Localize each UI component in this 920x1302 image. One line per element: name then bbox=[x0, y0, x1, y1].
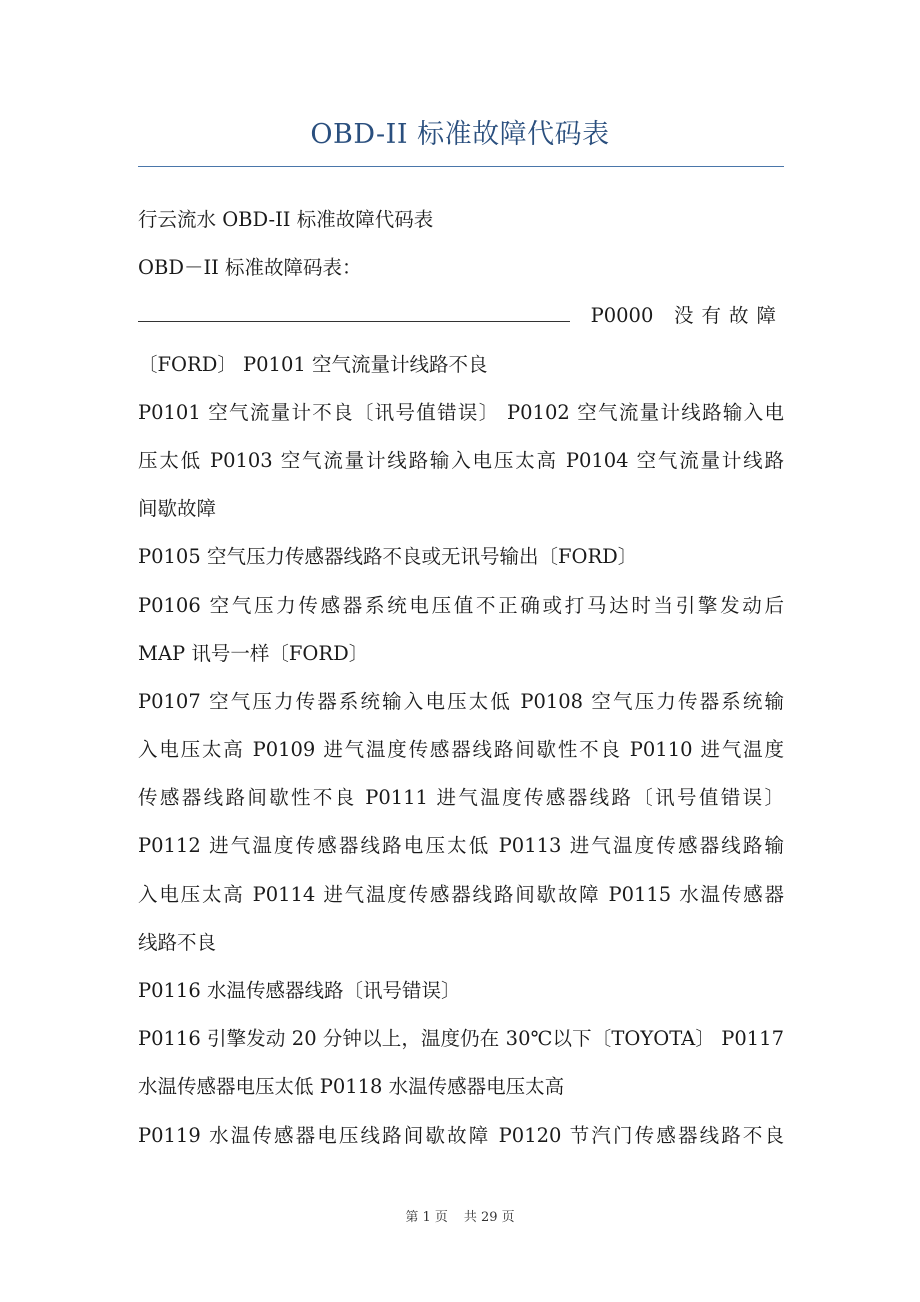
fault-description: 没有故障 bbox=[673, 304, 784, 328]
body-line: 入电压太高 P0109 进气温度传感器线路间歇性不良 P0110 进气温度 bbox=[138, 738, 784, 762]
document-title: OBD-II 标准故障代码表 bbox=[310, 119, 610, 150]
body-line: P0107 空气压力传器系统输入电压太低 P0108 空气压力传器系统输 bbox=[138, 689, 784, 713]
body-line: P0119 水温传感器电压线路间歇故障 P0120 节汽门传感器线路不良 bbox=[138, 1123, 784, 1147]
document-body bbox=[138, 196, 784, 1160]
body-line: 入电压太高 P0114 进气温度传感器线路间歇故障 P0115 水温传感器 bbox=[138, 882, 784, 906]
body-line: 传感器线路间歇性不良 P0111 进气温度传感器线路〔讯号值错误〕 bbox=[138, 786, 784, 810]
title-divider bbox=[138, 166, 784, 167]
body-line: 行云流水 OBD-II 标准故障代码表 bbox=[138, 208, 434, 231]
body-line: 间歇故障 bbox=[138, 497, 217, 521]
body-line: OBD－II 标准故障码表： bbox=[138, 256, 362, 280]
body-line: 〔FORD〕 P0101 空气流量计线路不良 bbox=[138, 352, 488, 376]
body-line: 压太低 P0103 空气流量计线路输入电压太高 P0104 空气流量计线路 bbox=[138, 448, 784, 472]
page-total: 共 29 页 bbox=[463, 1210, 515, 1225]
page-number: 第 1 页 bbox=[405, 1210, 448, 1225]
fault-code: P0000 bbox=[590, 304, 654, 328]
body-line: P0112 进气温度传感器线路电压太低 P0113 进气温度传感器线路输 bbox=[138, 834, 784, 858]
body-line: P0105 空气压力传感器线路不良或无讯号输出〔FORD〕 bbox=[138, 545, 638, 569]
blank-fill-row bbox=[138, 292, 784, 340]
body-line: MAP 讯号一样〔FORD〕 bbox=[138, 641, 369, 665]
body-line: P0116 水温传感器线路〔讯号错误〕 bbox=[138, 979, 461, 1002]
body-line: P0106 空气压力传感器系统电压值不正确或打马达时当引擎发动后 bbox=[138, 593, 784, 617]
blank-underline bbox=[138, 297, 570, 322]
body-line: P0101 空气流量计不良〔讯号值错误〕 P0102 空气流量计线路输入电 bbox=[138, 400, 784, 424]
body-line: 水温传感器电压太低 P0118 水温传感器电压太高 bbox=[138, 1075, 565, 1099]
page-footer bbox=[0, 1206, 920, 1225]
body-line: P0116 引擎发动 20 分钟以上，温度仍在 30℃以下〔TOYOTA〕 P0117 bbox=[138, 1027, 784, 1051]
body-line: 线路不良 bbox=[138, 930, 217, 954]
